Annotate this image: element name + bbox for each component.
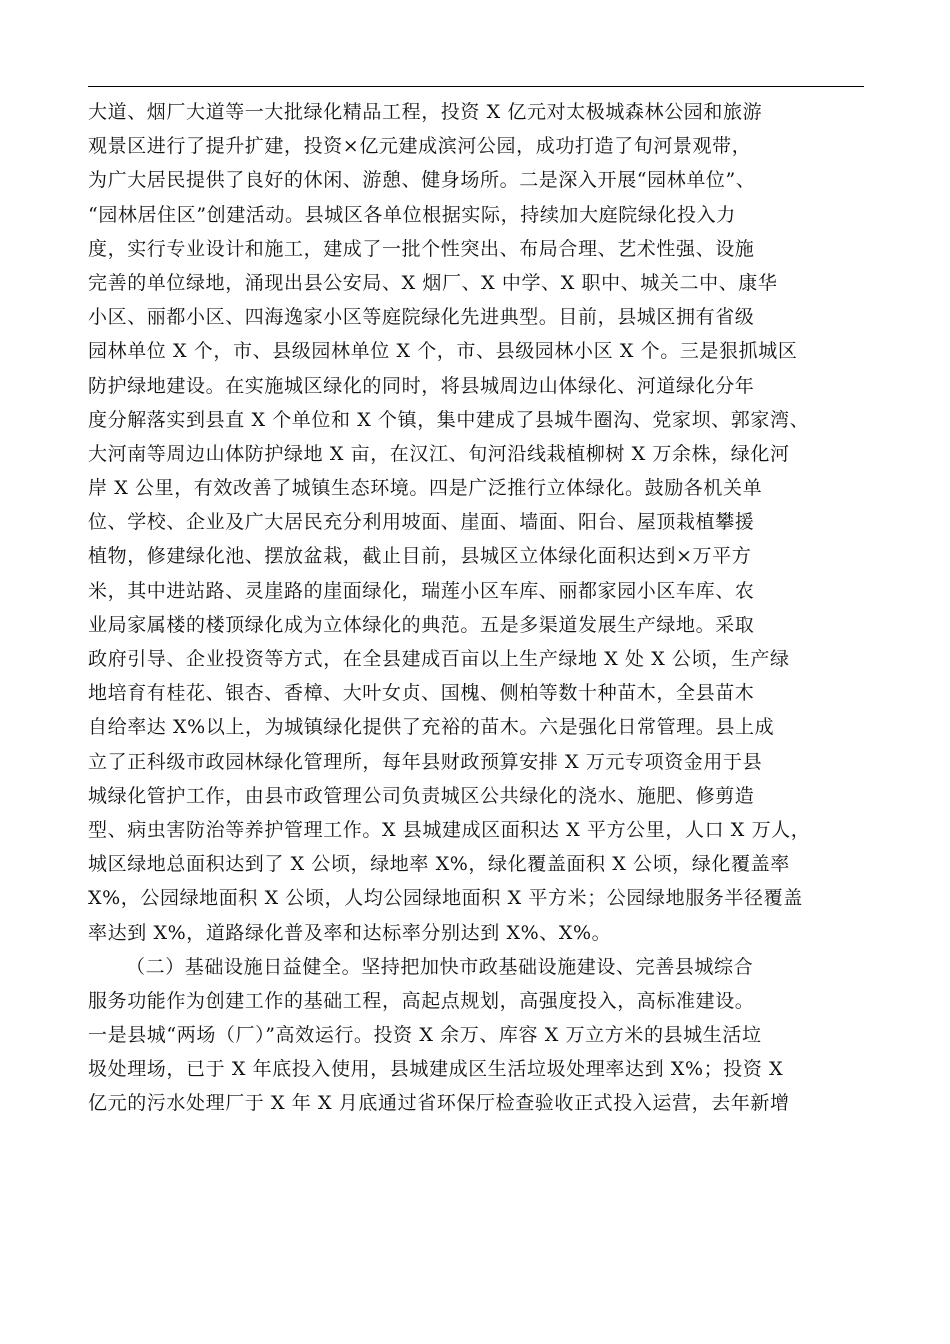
text-line: X%，公园绿地面积 X 公顷，人均公园绿地面积 X 平方米；公园绿地服务半径覆盖 xyxy=(88,887,803,910)
text-line: 立了正科级市政园林绿化管理所，每年县财政预算安排 X 万元专项资金用于县 xyxy=(88,750,763,773)
text-line: 为广大居民提供了良好的休闲、游憩、健身场所。二是深入开展“园林单位”、 xyxy=(88,169,756,192)
text-line: 型、病虫害防治等养护管理工作。X 县城建成区面积达 X 平方公里，人口 X 万人， xyxy=(88,818,811,841)
section-heading-line: （二）基础设施日益健全。坚持把加快市政基础设施建设、完善县城综合 xyxy=(126,955,754,978)
text-line: 地培育有桂花、银杏、香樟、大叶女贞、国槐、侧柏等数十种苗木，全县苗木 xyxy=(88,682,755,705)
text-line: 一是县城“两场（厂）”高效运行。投资 X 余万、库容 X 万立方米的县城生活垃 xyxy=(88,1024,762,1047)
text-line: 小区、丽都小区、四海逸家小区等庭院绿化先进典型。目前，县城区拥有省级 xyxy=(88,306,755,329)
text-line: “园林居住区”创建活动。县城区各单位根据实际，持续加大庭院绿化投入力 xyxy=(88,203,736,226)
text-line: 防护绿地建设。在实施城区绿化的同时，将县城周边山体绿化、河道绿化分年 xyxy=(88,374,755,397)
text-line: 位、学校、企业及广大居民充分利用坡面、崖面、墙面、阳台、屋顶栽植攀援 xyxy=(88,511,755,534)
text-line: 观景区进行了提升扩建，投资×亿元建成滨河公园，成功打造了旬河景观带， xyxy=(88,135,752,158)
text-line: 度分解落实到县直 X 个单位和 X 个镇，集中建成了县城牛圈沟、党家坝、郭家湾、 xyxy=(88,408,810,431)
text-line: 自给率达 X%以上，为城镇绿化提供了充裕的苗木。六是强化日常管理。县上成 xyxy=(88,716,775,739)
text-line: 植物，修建绿化池、摆放盆栽，截止目前，县城区立体绿化面积达到×万平方 xyxy=(88,545,752,568)
text-line: 服务功能作为创建工作的基础工程，高起点规划，高强度投入，高标准建设。 xyxy=(88,989,755,1012)
text-line: 城区绿地总面积达到了 X 公顷，绿地率 X%，绿化覆盖面积 X 公顷，绿化覆盖率 xyxy=(88,853,790,876)
text-line: 政府引导、企业投资等方式，在全县建成百亩以上生产绿地 X 处 X 公顷，生产绿 xyxy=(88,648,790,670)
text-line: 完善的单位绿地，涌现出县公安局、X 烟厂、X 中学、X 职中、城关二中、康华 xyxy=(88,271,778,294)
paragraph-2 xyxy=(88,950,878,1121)
text-line: 园林单位 X 个，市、县级园林单位 X 个，市、县级园林小区 X 个。三是狠抓城区 xyxy=(88,340,798,363)
body-text xyxy=(88,95,878,1121)
text-line: 圾处理场，已于 X 年底投入使用，县城建成区生活垃圾处理率达到 X%；投资 X xyxy=(88,1058,784,1081)
paragraph-1 xyxy=(88,95,878,950)
text-line: 岸 X 公里，有效改善了城镇生态环境。四是广泛推行立体绿化。鼓励各机关单 xyxy=(88,477,763,500)
text-line: 度，实行专业设计和施工，建成了一批个性突出、布局合理、艺术性强、设施 xyxy=(88,237,755,260)
text-line: 米，其中进站路、灵崖路的崖面绿化，瑞莲小区车库、丽都家园小区车库、农 xyxy=(88,579,755,602)
text-line: 业局家属楼的楼顶绿化成为立体绿化的典范。五是多渠道发展生产绿地。采取 xyxy=(88,613,755,636)
text-line: 大河南等周边山体防护绿地 X 亩，在汉江、旬河沿线栽植柳树 X 万余株，绿化河 xyxy=(88,442,790,465)
text-line: 城绿化管护工作，由县市政管理公司负责城区公共绿化的浇水、施肥、修剪造 xyxy=(88,784,755,807)
text-line: 亿元的污水处理厂于 X 年 X 月底通过省环保厅检查验收正式投入运营，去年新增 xyxy=(88,1092,790,1115)
header-rule xyxy=(88,86,864,87)
text-line: 大道、烟厂大道等一大批绿化精品工程，投资 X 亿元对太极城森林公园和旅游 xyxy=(88,101,763,123)
text-line: 率达到 X%，道路绿化普及率和达标率分别达到 X%、X%。 xyxy=(88,921,612,944)
